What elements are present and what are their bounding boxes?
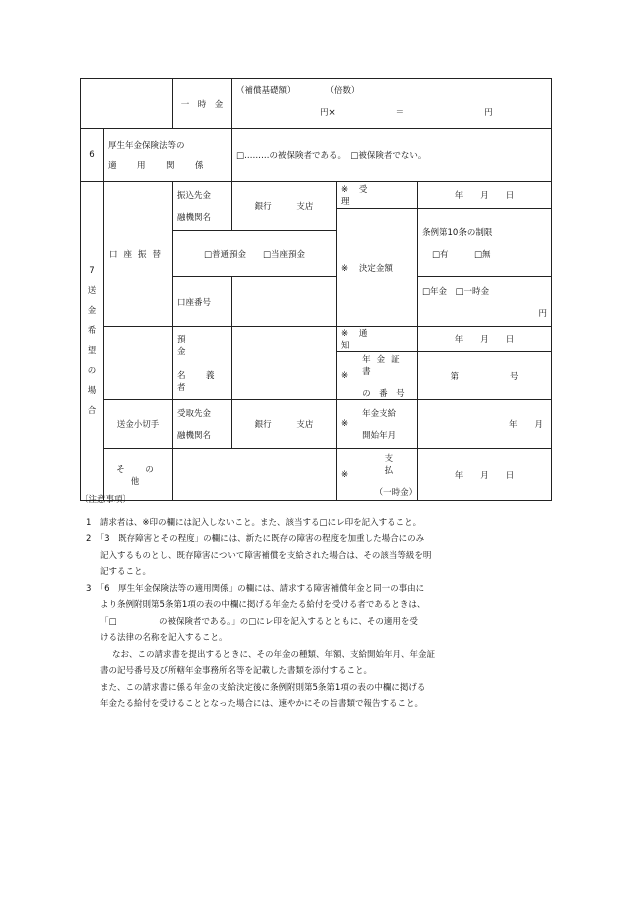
note-3-cont: より条例附則第5条第1項の表の中欄に掲げる年金たる給付を受ける者であるときは、 [100,600,426,610]
check-label: 送金小切手 [104,400,173,449]
sec7-number [81,182,104,501]
receiver-bank-field[interactable] [232,400,337,449]
branch-suffix: 支店 [296,420,314,430]
notes-section [80,492,556,713]
note-3: 3 「6 厚生年金保険法等の適用関係」の欄には、請求する障害補償年金と同一の事由に [86,583,425,594]
receiver-bank-l2: 融機関名 [177,431,212,441]
notice-date: 年 月 日 [418,327,552,352]
bank-suffix: 銀行 [254,420,272,430]
note-3-cont: なお、この請求書を提出するときに、その年金の種類、年額、支給開始年月、年金証 [112,649,436,660]
payment-start-label [337,400,418,449]
receiver-bank-l1: 受取先金 [177,409,212,419]
office-mark: ※ [341,185,349,195]
sec7-char: 7 [89,266,95,276]
receipt-text: 受 理 [341,185,427,207]
account-transfer-label: 口座振替 [104,182,173,327]
ordinance-checkboxes[interactable]: □有 □無 [432,249,491,260]
pension-type-checkboxes[interactable]: □年金 □一時金 [422,286,490,297]
other-label: そ の 他 [104,449,173,501]
certificate-label [337,352,418,400]
payment-l2: （一時金） [374,487,418,498]
sec7-char: の [87,366,97,376]
payment-start-value: 年 月 [418,400,552,449]
claim-form-table [80,78,552,501]
office-mark: ※ [341,370,349,381]
blank-cell [104,352,173,400]
formula-yen2: 円 [484,107,493,118]
sec7-char: 合 [87,406,97,416]
payment-start-l2: 開始年月 [362,431,397,441]
branch-suffix: 支店 [296,202,314,212]
sec7-char: 場 [87,386,97,396]
office-mark: ※ [341,263,349,274]
blank-cell [104,327,173,352]
holder-l2: 名 義 者 [177,371,236,393]
bank-name-field[interactable] [232,182,337,231]
notice-text: 通 知 [341,329,427,351]
formula-eq: ＝ [395,107,405,118]
bank-name-label [173,182,232,231]
payment-start-l1: 年金支給 [362,409,397,419]
formula-yen: 円× [320,107,336,118]
office-mark: ※ [341,469,349,480]
decision-amount-label [337,209,418,327]
sec6-insurance-status[interactable]: □………の被保険者である。 □被保険者でない。 [232,129,552,182]
base-amount-label: （補償基礎額） [236,85,296,96]
notice-label [337,327,427,352]
note-3-cont: ける法律の名称を記入すること。 [100,633,228,643]
note-2-cont: 記入するものとし、既存障害について障害補償を支給された場合は、その該当等級を明 [100,550,432,561]
note-3-cont: 「□ の被保険者である。」の□にレ印を記入するとともに、その適用を受 [100,616,418,627]
receipt-date: 年 月 日 [418,182,552,209]
certificate-l1: 年金証書 [362,354,406,377]
sec7-char: 送 [87,286,97,296]
note-3-cont: また、この請求書に係る年金の支給決定後に条例附則第5条第1項の表の中欄に掲げる [100,682,426,693]
holder-l1: 預 金 [177,335,221,357]
notes-heading: 〔注意事項〕 [80,495,132,505]
factor-label: （倍数） [325,85,360,96]
bank-name-l2: 融機関名 [177,213,212,223]
blank-cell [81,79,173,129]
lump-label: 一 時 金 [173,79,232,129]
sec6-label-l1: 厚生年金保険法等の [108,141,185,151]
note-3-cont: 書の記号番号及び所轄年金事務所名等を記載した書類を添付すること。 [100,666,373,676]
ordinance-text: 条例第10条の制限 [422,227,493,238]
account-number-field[interactable] [232,277,337,327]
note-1: 1 請求者は、※印の欄には記入しないこと。また、該当する□にレ印を記入すること。 [86,517,422,528]
note-3-cont: 年金たる給付を受けることとなった場合には、速やかにその旨書類で報告すること。 [100,699,424,709]
payment-l1: 支 払 [384,453,453,476]
yen-unit: 円 [538,308,548,319]
holder-label [173,327,236,400]
certificate-l2: の 番 号 [362,388,405,399]
account-number-label: 口座番号 [173,277,232,327]
sec7-char: 望 [87,346,97,356]
receiver-bank-label [173,400,232,449]
payment-date: 年 月 日 [418,449,552,501]
sec7-char: 金 [87,306,97,316]
bank-name-l1: 振込先金 [177,191,212,201]
certificate-number: 第 号 [418,352,552,400]
receipt-label [337,182,427,209]
deposit-type-field[interactable]: □普通預金 □当座預金 [173,231,337,277]
decision-text: 決定金額 [358,263,393,274]
office-mark: ※ [341,329,349,339]
office-mark: ※ [341,419,349,429]
bank-suffix: 銀行 [254,202,272,212]
lump-formula-cell[interactable] [232,79,552,129]
sec7-char: 希 [87,326,97,336]
sec6-label-l2: 適 用 関 係 [108,161,210,171]
ordinance-limit [418,209,552,277]
sec6-number: 6 [81,129,104,182]
note-2: 2 「3 既存障害とその程度」の欄には、新たに既存の障害の程度を加重した場合にのみ [86,534,425,544]
note-2-cont: 記すること。 [100,567,152,577]
holder-field[interactable] [232,327,337,400]
sec6-label [104,129,232,182]
pension-type-cell [418,277,552,327]
